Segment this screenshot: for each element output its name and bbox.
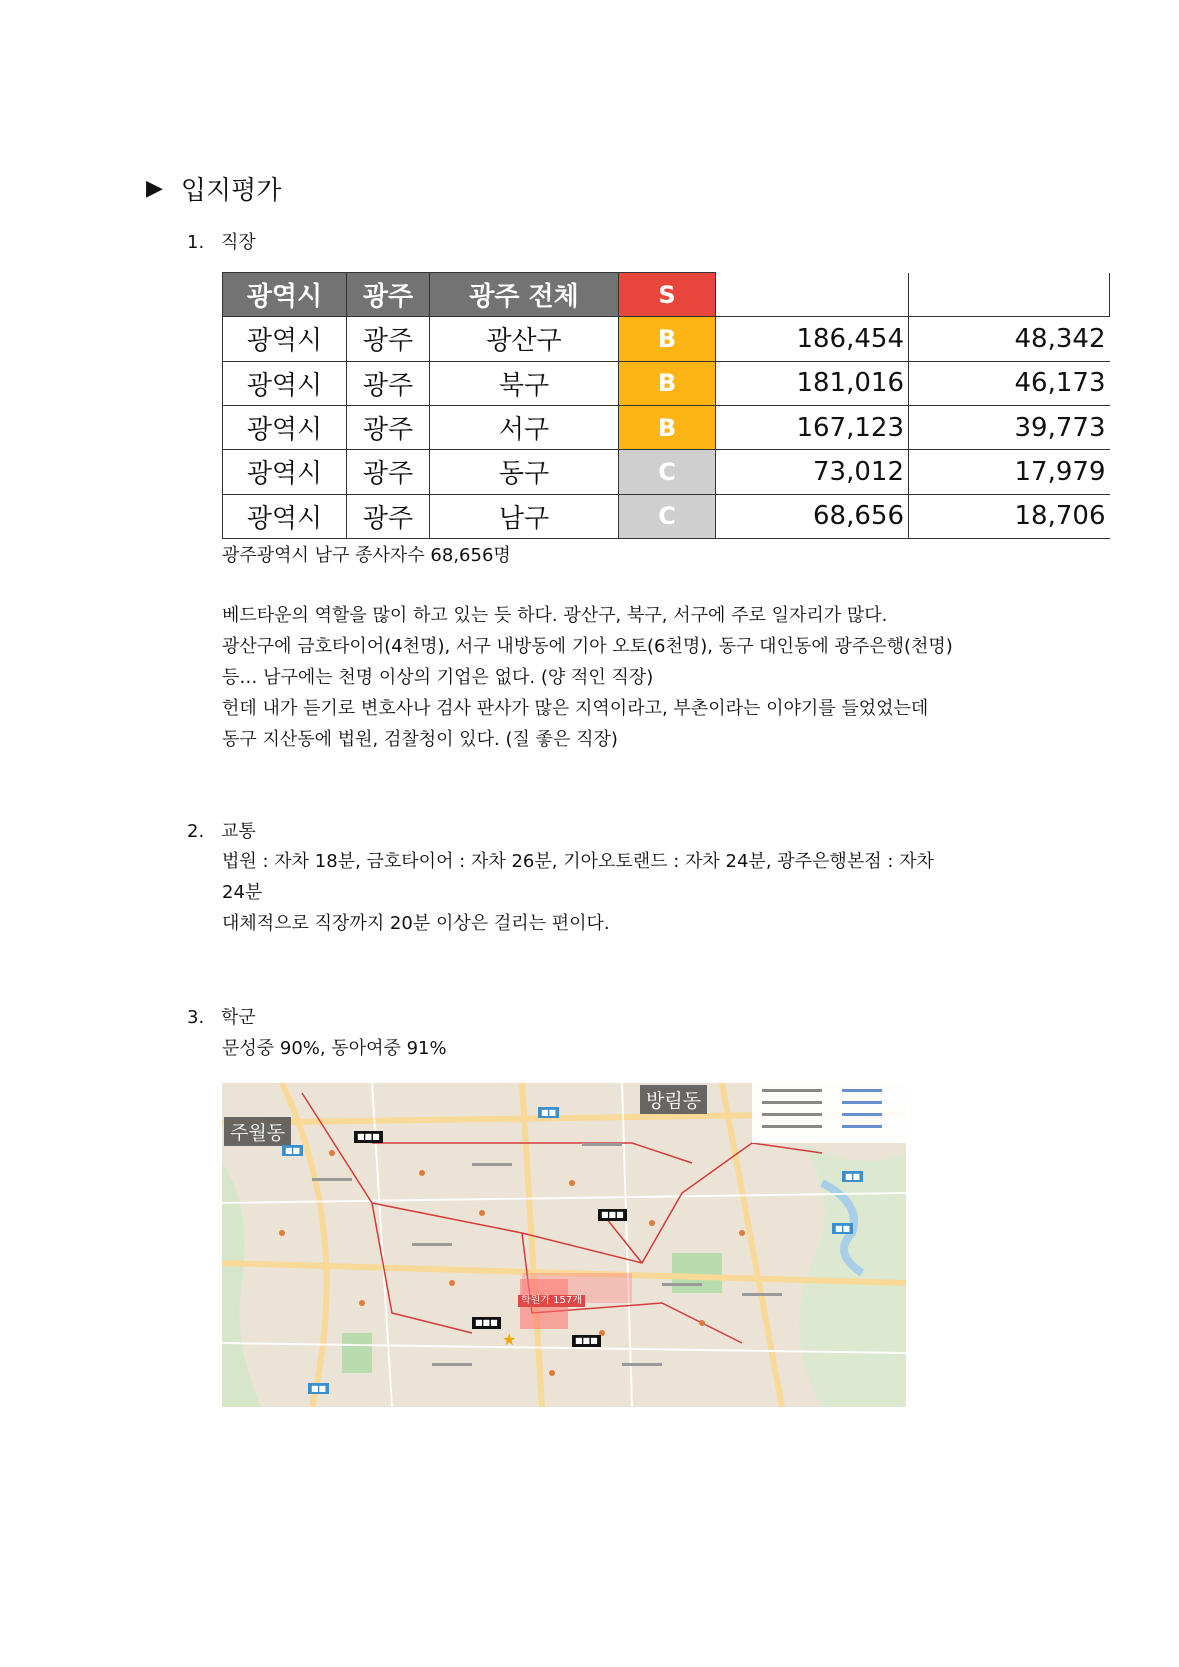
paragraph-line: 24분 <box>222 882 263 903</box>
table-row <box>223 317 1110 361</box>
paragraph-line: 대체적으로 직장까지 20분 이상은 걸리는 편이다. <box>222 913 610 934</box>
table-cell: 18,706 <box>909 494 1110 538</box>
table-cell: 광역시 <box>223 317 347 361</box>
table-cell: 167,123 <box>716 405 909 449</box>
section-1-title: 직장 <box>221 232 256 253</box>
grade-badge: C <box>619 494 716 538</box>
grade-badge: S <box>619 273 716 317</box>
section-2-title: 교통 <box>221 821 256 842</box>
table-cell: 광산구 <box>430 317 619 361</box>
grade-badge: B <box>619 361 716 405</box>
table-cell: 광주 <box>347 317 430 361</box>
page-title-text: 입지평가 <box>180 176 282 206</box>
paragraph-line: 동구 지산동에 법원, 검찰청이 있다. (질 좋은 직장) <box>222 729 618 750</box>
section-3-number: 3. <box>187 1007 205 1028</box>
map-label-juwol: 주월동 <box>224 1117 291 1146</box>
table-cell: 186,454 <box>716 317 909 361</box>
map-school-tag: ■■ <box>842 1171 863 1182</box>
table-cell: 서구 <box>430 405 619 449</box>
table-caption: 광주광역시 남구 종사자수 68,656명 <box>222 545 511 566</box>
table-cell: 동구 <box>430 450 619 494</box>
map-school-tag: ■■■ <box>572 1335 601 1347</box>
triangle-bullet-icon: ▶ <box>146 176 163 201</box>
table-cell: 광주 <box>347 494 430 538</box>
table-cell: 북구 <box>430 361 619 405</box>
paragraph-line: 법원 : 자차 18분, 금호타이어 : 자차 26분, 기아오토랜드 : 자차 24분, 광주은행본점 : 자차 <box>222 851 934 872</box>
paragraph-line: 베드타운의 역할을 많이 하고 있는 듯 하다. 광산구, 북구, 서구에 주로 일자리가 많다. <box>222 605 888 626</box>
map-school-tag: ■■■ <box>598 1209 627 1221</box>
school-line: 문성중 90%, 동아여중 91% <box>222 1038 447 1059</box>
section-3-title: 학군 <box>221 1007 256 1028</box>
section-1-heading <box>187 228 256 254</box>
table-header-row <box>223 273 1110 317</box>
table-cell: 광주 <box>347 405 430 449</box>
map-label-bangnim: 방림동 <box>640 1085 707 1114</box>
map-hagwon-label: 학원가 157개 <box>518 1295 585 1307</box>
map-school-tag: ■■■ <box>472 1317 501 1329</box>
map-school-tag: ■■ <box>282 1145 303 1156</box>
map-school-tag: ■■ <box>832 1223 853 1234</box>
map-school-tag: ■■ <box>308 1383 329 1394</box>
table-row <box>223 494 1110 538</box>
section-1-number: 1. <box>187 232 205 253</box>
table-cell: 광주 <box>347 450 430 494</box>
workplace-table <box>222 272 1109 539</box>
table-header-cell: 광주 <box>347 273 430 317</box>
table-row <box>223 450 1110 494</box>
table-cell: 48,342 <box>909 317 1110 361</box>
workplace-paragraph <box>222 600 953 755</box>
paragraph-line: 헌데 내가 듣기로 변호사나 검사 판사가 많은 지역이라고, 부촌이라는 이야기를 들었었는데 <box>222 698 929 719</box>
table-cell: 광역시 <box>223 450 347 494</box>
section-2-number: 2. <box>187 821 205 842</box>
table-cell: 73,012 <box>716 450 909 494</box>
table-header-cell: 광주 전체 <box>430 273 619 317</box>
table-cell: 남구 <box>430 494 619 538</box>
section-3-heading <box>187 1003 256 1029</box>
svg-text:★: ★ <box>502 1330 517 1349</box>
table-header-cell <box>909 273 1110 317</box>
table-cell: 광역시 <box>223 494 347 538</box>
table-row <box>223 361 1110 405</box>
table-header-cell <box>716 273 909 317</box>
grade-badge: C <box>619 450 716 494</box>
page-title <box>146 170 281 207</box>
table-cell: 17,979 <box>909 450 1110 494</box>
school-district-map <box>222 1083 906 1407</box>
table-cell: 광역시 <box>223 361 347 405</box>
grade-badge: B <box>619 405 716 449</box>
map-school-tag: ■■ <box>538 1107 559 1118</box>
table-header-cell: 광역시 <box>223 273 347 317</box>
paragraph-line: 등… 남구에는 천명 이상의 기업은 없다. (양 적인 직장) <box>222 667 654 688</box>
table-cell: 181,016 <box>716 361 909 405</box>
table-cell: 68,656 <box>716 494 909 538</box>
map-school-tag: ■■■ <box>354 1131 383 1143</box>
table-cell: 46,173 <box>909 361 1110 405</box>
grade-badge: B <box>619 317 716 361</box>
section-2-heading <box>187 817 256 843</box>
paragraph-line: 광산구에 금호타이어(4천명), 서구 내방동에 기아 오토(6천명), 동구 대인동에 광주은행(천명) <box>222 636 953 657</box>
table-row <box>223 405 1110 449</box>
table-cell: 광주 <box>347 361 430 405</box>
table-cell: 광역시 <box>223 405 347 449</box>
map-graphic <box>222 1083 906 1407</box>
table-cell: 39,773 <box>909 405 1110 449</box>
transport-paragraph <box>222 846 934 939</box>
